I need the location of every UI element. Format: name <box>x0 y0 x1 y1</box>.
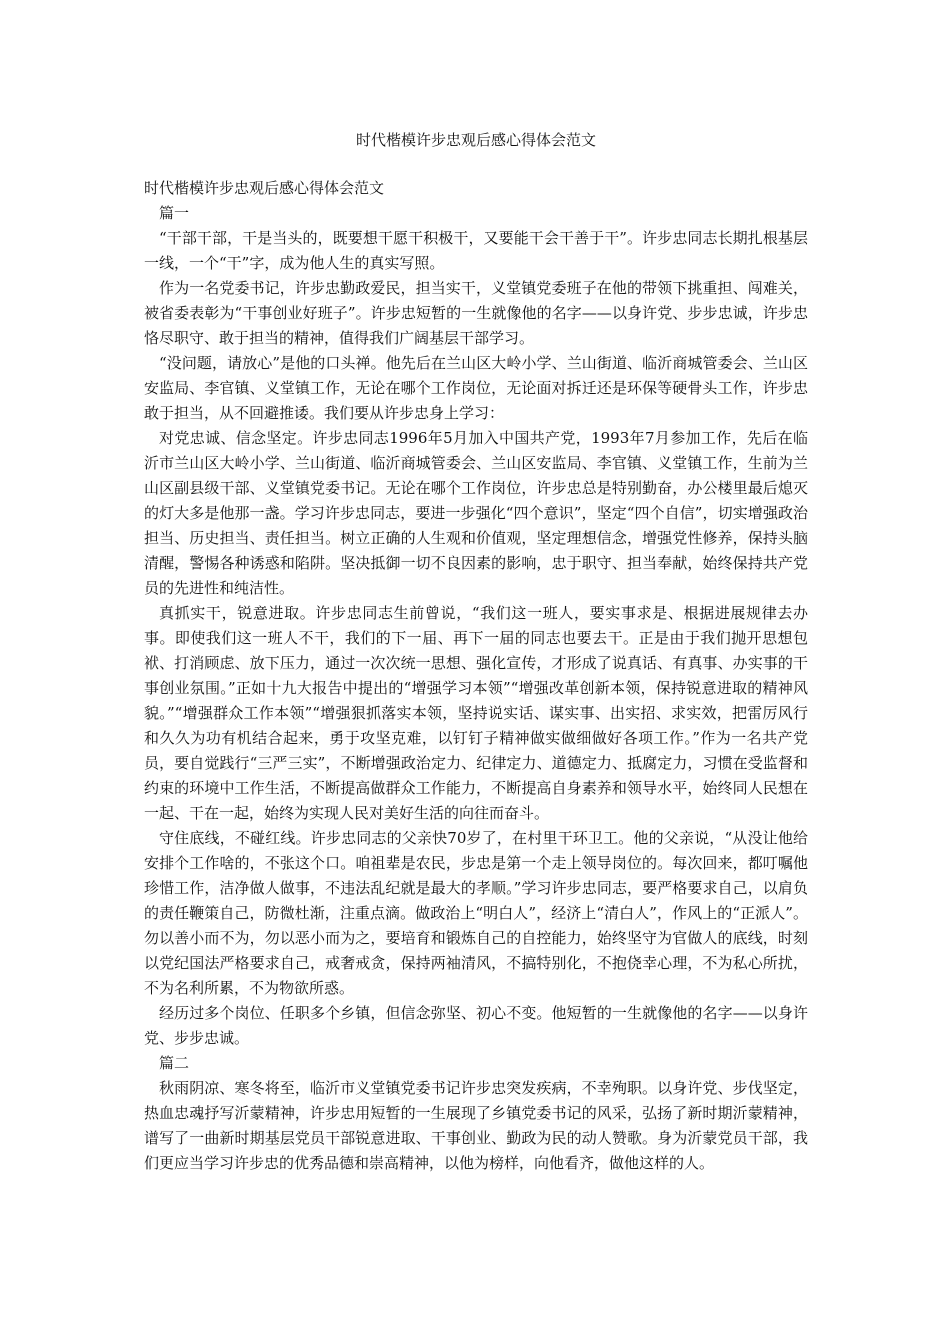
document-title: 时代楷模许步忠观后感心得体会范文 <box>355 131 596 149</box>
document-subtitle: 时代楷模许步忠观后感心得体会范文 <box>144 179 385 197</box>
paragraph: 守住底线，不碰红线。许步忠同志的父亲快70岁了，在村里干环卫工。他的父亲说，“从没让他给安排个工作啥的，不张这个口。咱祖辈是农民，步忠是第一个走上领导岗位的。每次回来，都叮嘱他珍惜工作，洁净做人做事，不违法乱纪就是最大的孝顺。”学习许步忠同志，要严格要求自己，以肩负的责任鞭策自己，防微杜渐，注重点滴。做政治上“明白人”，经济上“清白人”，作风上的“正派人”。勿以善小而不为，勿以恶小而为之，要培育和锻炼自己的自控能力，始终坚守为官做人的底线，时刻以党纪国法严格要求自己，戒奢戒贪，保持两袖清风，不搞特别化，不抱侥幸心理，不为私心所扰，不为名利所累，不为物欲所惑。 <box>144 829 808 997</box>
paragraph: “没问题，请放心”是他的口头禅。他先后在兰山区大岭小学、兰山街道、临沂商城管委会、兰山区安监局、李官镇、义堂镇工作，无论在哪个工作岗位，无论面对拆迁还是环保等硬骨头工作，许步忠敢于担当，从不回避推诿。我们要从许步忠身上学习： <box>144 354 808 422</box>
paragraph: 对党忠诚、信念坚定。许步忠同志1996年5月加入中国共产党，1993年7月参加工作，先后在临沂市兰山区大岭小学、兰山街道、临沂商城管委会、兰山区安监局、李官镇、义堂镇工作，生前为兰山区副县级干部、义堂镇党委书记。无论在哪个工作岗位，许步忠总是特别勤奋，办公楼里最后熄灭的灯大多是他那一盏。学习许步忠同志，要进一步强化“四个意识”，坚定“四个自信”，切实增强政治担当、历史担当、责任担当。树立正确的人生观和价值观，坚定理想信念，增强党性修养，保持头脑清醒，警惕各种诱惑和陷阱。坚决抵御一切不良因素的影响，忠于职守、担当奉献，始终保持共产党员的先进性和纯洁性。 <box>144 429 808 597</box>
paragraph: “干部干部，干是当头的，既要想干愿干积极干，又要能干会干善于干”。许步忠同志长期扎根基层一线，一个“干”字，成为他人生的真实写照。 <box>144 229 808 272</box>
paragraph: 经历过多个岗位、任职多个乡镇，但信念弥坚、初心不变。他短暂的一生就像他的名字——以身许党、步步忠诚。 <box>144 1004 808 1047</box>
document-body <box>144 176 808 1176</box>
paragraph: 秋雨阴凉、寒冬将至，临沂市义堂镇党委书记许步忠突发疾病，不幸殉职。以身许党、步伐坚定，热血忠魂抒写沂蒙精神，许步忠用短暂的一生展现了乡镇党委书记的风采，弘扬了新时期沂蒙精神，谱写了一曲新时期基层党员干部锐意进取、干事创业、勤政为民的动人赞歌。身为沂蒙党员干部，我们更应当学习许步忠的优秀品德和崇高精神，以他为榜样，向他看齐，做他这样的人。 <box>144 1079 808 1172</box>
section-label-1: 篇一 <box>159 204 190 222</box>
section-label-2: 篇二 <box>159 1054 190 1072</box>
paragraph: 真抓实干，锐意进取。许步忠同志生前曾说，“我们这一班人，要实事求是、根据进展规律去办事。即使我们这一班人不干，我们的下一届、再下一届的同志也要去干。正是由于我们抛开思想包袱、打消顾虑、放下压力，通过一次次统一思想、强化宣传，才形成了说真话、有真事、办实事的干事创业氛围。”正如十九大报告中提出的“增强学习本领”“增强改革创新本领，保持锐意进取的精神风貌。”“增强群众工作本领”“增强狠抓落实本领，坚持说实话、谋实事、出实招、求实效，把雷厉风行和久久为功有机结合起来，勇于攻坚克难，以钉钉子精神做实做细做好各项工作。”作为一名共产党员，要自觉践行“三严三实”，不断增强政治定力、纪律定力、道德定力、抵腐定力，习惯在受监督和约束的环境中工作生活，不断提高做群众工作能力，不断提高自身素养和领导水平，始终同人民想在一起、干在一起，始终为实现人民对美好生活的向往而奋斗。 <box>144 604 808 822</box>
paragraph: 作为一名党委书记，许步忠勤政爱民，担当实干，义堂镇党委班子在他的带领下挑重担、闯难关，被省委表彰为“干事创业好班子”。许步忠短暂的一生就像他的名字——以身许党、步步忠诚，许步忠恪尽职守、敢于担当的精神，值得我们广阔基层干部学习。 <box>144 279 808 347</box>
